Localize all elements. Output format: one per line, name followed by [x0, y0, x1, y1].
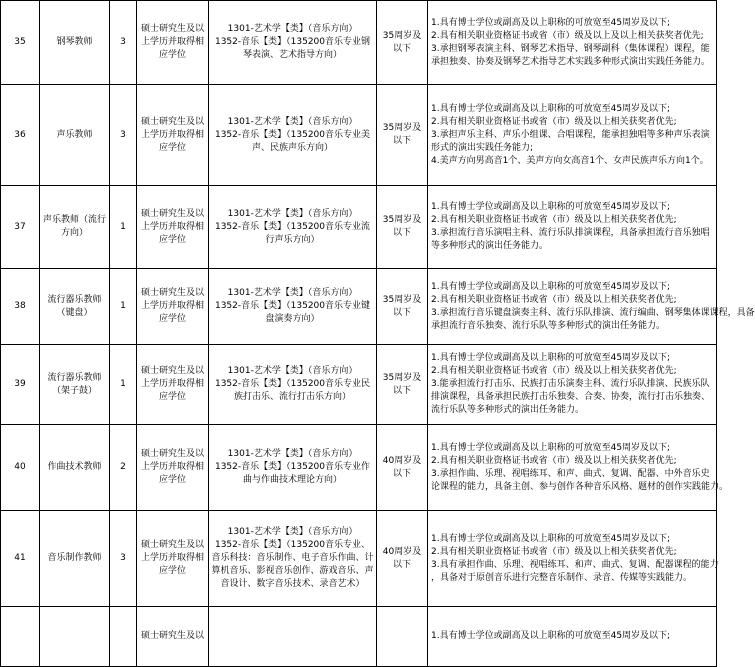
requirement-line: 3.承担流行音乐演唱主科、流行乐队排演课程，具备承担流行音乐独唱 — [431, 228, 710, 238]
cell-major — [209, 269, 377, 345]
major-line: 1352-音乐【类】（135200音乐专业美声、民族声乐方向） — [214, 129, 370, 153]
cell-number: 36 — [1, 85, 40, 186]
cell-requirements — [428, 1, 717, 85]
cell-position: 声乐教师（流行方向） — [40, 186, 110, 269]
cell-number: 37 — [1, 186, 40, 269]
cell-major — [209, 425, 377, 511]
cell-count: 2 — [110, 425, 137, 511]
requirement-line: 1.具有博士学位或副高及以上职称的可放宽至45周岁及以下; — [431, 17, 671, 28]
cell-count: 3 — [110, 1, 137, 85]
cell-count: 1 — [110, 269, 137, 345]
requirement-line: 4.美声方向男高音1个、美声方向女高音1个、女声民族声乐方向1个。 — [431, 155, 709, 166]
requirement-line: 2.具有相关职业资格证书或省（市）级及以上相关获奖者优先; — [431, 294, 677, 305]
table-row — [1, 1, 717, 85]
requirement-line: 2.具有相关职业资格证书或省（市）级及以上相关获奖者优先; — [431, 455, 677, 466]
cell-requirements — [428, 345, 717, 425]
major-line: 1301-艺术学【类】（音乐方向） — [227, 449, 358, 459]
requirement-line: 2.具有相关职业资格证书或省（市）级及以上及以上相关获奖者优先; — [431, 30, 704, 41]
table-row — [1, 186, 717, 269]
cell-count: 1 — [110, 186, 137, 269]
cell-age: 40周岁及以下 — [377, 425, 428, 511]
cell-requirements — [428, 511, 717, 607]
cell-education: 硕士研究生及以上学历并取得相应学位 — [137, 1, 209, 85]
requirement-line: 1.具有博士学位或副高及以上职称的可放宽至45周岁及以下; — [431, 442, 671, 453]
cell-position: 流行器乐教师（键盘） — [40, 269, 110, 345]
cell-number: 41 — [1, 511, 40, 607]
cell-education: 硕士研究生及以上学历并取得相应学位 — [137, 85, 209, 186]
major-line: 1352-音乐【类】（135200音乐专业作曲与作曲技术理论方向） — [214, 462, 370, 485]
cell-requirements — [428, 186, 717, 269]
major-line: 1301-艺术学【类】（音乐方向） — [227, 208, 358, 219]
major-line: 1352-音乐【类】（135200音乐专业流行声乐方向） — [214, 221, 370, 245]
cell-education: 硕士研究生及以上学历并取得相应学位 — [137, 511, 209, 607]
cell-education: 硕士研究生及以上学历并取得相应学位 — [137, 186, 209, 269]
table-row — [1, 511, 717, 607]
cell-major — [209, 511, 377, 607]
cell-count: 1 — [110, 345, 137, 425]
major-line: 1352-音乐【类】（135200音乐专业钢琴表演、艺术指导方向） — [214, 37, 370, 60]
cell-number: 40 — [1, 425, 40, 511]
requirement-line: 形式的演出实践任务能力; — [431, 142, 534, 153]
requirement-line: 3.承担钢琴表演主科、钢琴艺术指导、钢琴副科（集体课程）课程，能 — [431, 43, 710, 54]
cell-major — [209, 607, 377, 667]
cell-age: 40周岁及以下 — [377, 511, 428, 607]
cell-education: 硕士研究生及以 — [137, 607, 209, 667]
requirement-line: 2.具有相关职业资格证书或省（市）级及以上相关获奖者优先; — [431, 116, 677, 127]
cell-requirements — [428, 85, 717, 186]
cell-major — [209, 1, 377, 85]
cell-education: 硕士研究生及以上学历并取得相应学位 — [137, 269, 209, 345]
requirement-line: 论课程的能力，具备主创、参与创作各种音乐风格、题材的创作实践能力。 — [431, 481, 729, 492]
major-line: 1301-艺术学【类】（音乐方向） — [227, 527, 358, 537]
cell-major — [209, 186, 377, 269]
cell-count: 3 — [110, 85, 137, 186]
major-line: 1352-音乐【类】（135200音乐专业、音乐科技：音乐制作、电子音乐作曲、计算机音乐、影视音乐创作、游戏音乐、声音设计、数字音乐技术、录音艺术） — [211, 540, 374, 589]
major-line: 1301-艺术学【类】（音乐方向） — [227, 116, 358, 127]
requirement-line: 排演课程，具备承担民族打击乐独奏、合奏、协奏，流行打击乐独奏、 — [431, 392, 711, 402]
cell-position: 流行器乐教师（架子鼓） — [40, 345, 110, 425]
major-line: 1352-音乐【类】（135200音乐专业民族打击乐、流行打击乐方向） — [214, 379, 370, 402]
major-line: 1301-艺术学【类】（音乐方向） — [227, 24, 358, 34]
requirement-line: 1.具有博士学位或副高及以上职称的可放宽至45周岁及以下; — [431, 202, 671, 212]
requirement-line: 承担流行音乐独奏、流行乐队等多种形式的演出任务能力。 — [431, 320, 666, 331]
cell-requirements — [428, 269, 755, 345]
cell-count: 3 — [110, 511, 137, 607]
cell-requirements — [428, 607, 717, 667]
requirement-line: 1.具有博士学位或副高及以上职称的可放宽至45周岁及以下; — [431, 103, 671, 114]
requirement-line: 3.能承担流行打击乐、民族打击乐演奏主科、流行乐队排演、民族乐队 — [431, 379, 710, 389]
cell-requirements — [428, 425, 729, 511]
requirement-line: ，具备对于原创音乐进行完整音乐制作、录音、传媒等实践能力。 — [431, 572, 693, 583]
table-body — [1, 1, 755, 667]
major-line: 1301-艺术学【类】（音乐方向） — [227, 288, 358, 298]
table-row — [1, 269, 717, 345]
table-row — [1, 607, 717, 667]
requirement-line: 1.具有博士学位或副高及以上职称的可放宽至45周岁及以下; — [431, 353, 671, 363]
major-line: 1301-艺术学【类】（音乐方向） — [227, 366, 358, 376]
cell-number: 39 — [1, 345, 40, 425]
requirement-line: 3.承担作曲、乐理、视唱练耳、和声、曲式、复调、配器、中外音乐史 — [431, 468, 710, 479]
requirement-line: 1.具有博士学位或副高及以上职称的可放宽至45周岁及以下; — [431, 281, 671, 292]
cell-position — [40, 607, 110, 667]
cell-age: 35周岁及以下 — [377, 345, 428, 425]
requirement-line: 2.具有相关职业资格证书或省（市）级及以上相关获奖者优先; — [431, 546, 677, 557]
requirement-line: 承担独奏、协奏及钢琴艺术指导艺术实践多种形式演出实践任务能力。 — [431, 56, 711, 67]
cell-count — [110, 607, 137, 667]
cell-major — [209, 85, 377, 186]
cell-age: 35周岁及以下 — [377, 269, 428, 345]
requirement-line: 2.具有相关职业资格证书或省（市）级及以上相关获奖者优先; — [431, 215, 677, 225]
table-row — [1, 425, 717, 511]
requirement-line: 3.承担流行音乐键盘演奏主科、流行乐队排演、流行编曲、钢琴集体课课程，具备 — [431, 307, 755, 318]
cell-age: 35周岁及以下 — [377, 186, 428, 269]
cell-number: 38 — [1, 269, 40, 345]
cell-number: 35 — [1, 1, 40, 85]
cell-position: 钢琴教师 — [40, 1, 110, 85]
requirement-line: 1.具有博士学位或副高及以上职称的可放宽至45周岁及以下; — [431, 631, 671, 641]
requirement-line: 3.承担声乐主科、声乐小组课、合唱课程，能承担独唱等多种声乐表演 — [431, 129, 710, 140]
cell-position: 声乐教师 — [40, 85, 110, 186]
requirement-line: 流行乐队等多种形式的演出任务能力。 — [431, 405, 585, 415]
table-row — [1, 345, 717, 425]
requirement-line: 2.具有相关职业资格证书或省（市）级及以上相关获奖者优先; — [431, 366, 677, 376]
cell-age: 35周岁及以下 — [377, 85, 428, 186]
cell-number — [1, 607, 40, 667]
cell-major — [209, 345, 377, 425]
cell-position: 音乐制作教师 — [40, 511, 110, 607]
requirement-line: 等多种形式的演出任务能力。 — [431, 241, 549, 251]
requirement-line: 3.具有承担作曲、乐理、视唱练耳、和声、曲式、复调、配器课程的能力 — [431, 559, 719, 570]
major-line: 1352-音乐【类】（135200音乐专业键盘演奏方向） — [214, 301, 370, 324]
requirement-line: 1.具有博士学位或副高及以上职称的可放宽至45周岁及以下; — [431, 533, 671, 544]
cell-education: 硕士研究生及以上学历并取得相应学位 — [137, 425, 209, 511]
cell-position: 作曲技术教师 — [40, 425, 110, 511]
table-row — [1, 85, 717, 186]
cell-age — [377, 607, 428, 667]
cell-age: 35周岁及以下 — [377, 1, 428, 85]
cell-education: 硕士研究生及以上学历并取得相应学位 — [137, 345, 209, 425]
